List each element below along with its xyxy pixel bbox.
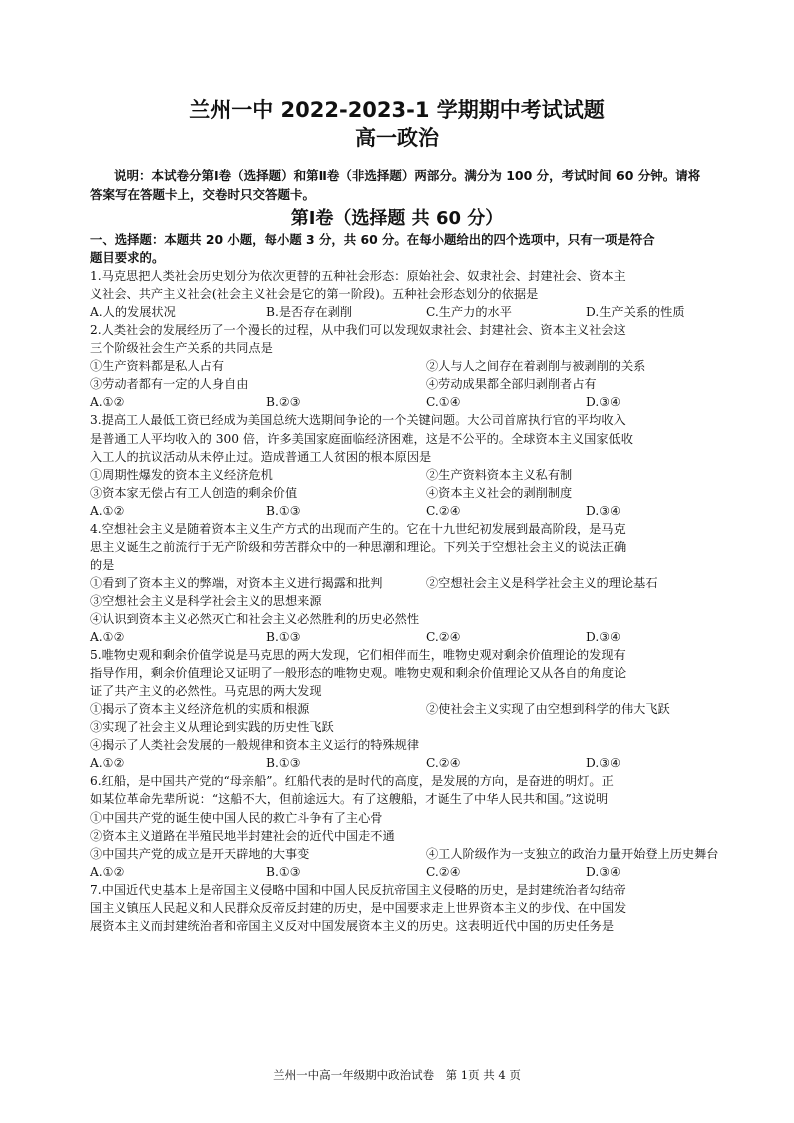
- statement-item: ①周期性爆发的资本主义经济危机: [90, 467, 273, 482]
- answer-option: A.①②: [90, 630, 125, 645]
- question-stem-line: 三个阶级社会生产关系的共同点是: [90, 341, 273, 356]
- answer-option: C.②④: [426, 630, 461, 645]
- statement-row: [90, 357, 708, 375]
- section-intro-line: 一、选择题：本题共 20 小题，每小题 3 分，共 60 分。在每小题给出的四个选项中，只有一项是符合: [90, 232, 655, 247]
- answer-option: C.②④: [426, 756, 461, 771]
- question-block: [90, 520, 708, 646]
- question-block: [90, 321, 708, 411]
- question-stem-line: 指导作用，剩余价值理论又证明了一般形态的唯物史观。唯物史观和剩余价值理论又从各自的角度论: [90, 666, 627, 681]
- statement-item: ③空想社会主义是科学社会主义的思想来源: [90, 593, 322, 608]
- options-row: [90, 754, 708, 772]
- question-stem-line: 5.唯物史观和剩余价值学说是马克思的两大发现，它们相伴而生，唯物史观对剩余价值理论的发现有: [90, 648, 626, 663]
- section-heading: 第Ⅰ卷（选择题 共 60 分）: [290, 208, 504, 229]
- statement-row: [90, 574, 708, 592]
- answer-option: B.①③: [266, 864, 301, 879]
- answer-option: C.①④: [426, 395, 461, 410]
- answer-option: A.①②: [90, 503, 125, 518]
- answer-option: D.生产关系的性质: [586, 305, 685, 320]
- statement-item: ②资本主义道路在半殖民地半封建社会的近代中国走不通: [90, 828, 395, 843]
- page-footer: 兰州一中高一年级期中政治试卷 第 1页 共 4 页: [273, 1068, 521, 1082]
- question-stem-line: 思主义诞生之前流行于无产阶级和劳苦群众中的一种思潮和理论。下列关于空想社会主义的说法正确: [90, 539, 627, 554]
- answer-option: A.①②: [90, 756, 125, 771]
- answer-option: B.①③: [266, 503, 301, 518]
- answer-option: D.③④: [586, 630, 622, 645]
- question-stem-line: 2.人类社会的发展经历了一个漫长的过程，从中我们可以发现奴隶社会、封建社会、资本主义社会这: [90, 323, 626, 338]
- answer-option: D.③④: [586, 503, 622, 518]
- question-stem-line: 是普通工人平均收入的 300 倍，许多美国家庭面临经济困难，这是不公平的。全球资本主义国家低收: [90, 431, 633, 446]
- statement-item: ②使社会主义实现了由空想到科学的伟大飞跃: [426, 702, 670, 717]
- statement-row: [90, 484, 708, 502]
- statement-row: [90, 375, 708, 393]
- statement-item: ③中国共产党的成立是开天辟地的大事变: [90, 846, 310, 861]
- statement-row: [90, 700, 708, 718]
- answer-option: D.③④: [586, 395, 622, 410]
- statement-item: ③实现了社会主义从理论到实践的历史性飞跃: [90, 720, 334, 735]
- statement-item: ④揭示了人类社会发展的一般规律和资本主义运行的特殊规律: [90, 738, 420, 753]
- answer-option: C.②④: [426, 864, 461, 879]
- question-stem-line: 义社会、共产主义社会(社会主义社会是它的第一阶段)。五种社会形态划分的依据是: [90, 287, 539, 302]
- question-block: [90, 772, 719, 880]
- statement-item: ②空想社会主义是科学社会主义的理论基石: [426, 575, 658, 590]
- question-block: [90, 411, 708, 519]
- options-row: [90, 393, 708, 411]
- question-block: [90, 267, 708, 321]
- question-stem-line: 6.红船，是中国共产党的“母亲船”。红船代表的是时代的高度，是发展的方向，是奋进的明灯。正: [90, 774, 614, 789]
- statement-item: ④认识到资本主义必然灭亡和社会主义必然胜利的历史必然性: [90, 611, 420, 626]
- question-stem-line: 4.空想社会主义是随着资本主义生产方式的出现而产生的。它在十九世纪初发展到最高阶段，是马克: [90, 521, 626, 536]
- statement-item: ④资本主义社会的剥削制度: [426, 485, 573, 500]
- answer-option: B.是否存在剥削: [266, 305, 352, 320]
- statement-item: ③劳动者都有一定的人身自由: [90, 377, 249, 392]
- answer-option: B.①③: [266, 756, 301, 771]
- statement-item: ①揭示了资本主义经济危机的实质和根源: [90, 702, 310, 717]
- statement-row: [90, 466, 708, 484]
- statement-row: [90, 845, 719, 863]
- question-stem-line: 3.提高工人最低工资已经成为美国总统大选期间争论的一个关键问题。大公司首席执行官的平均收入: [90, 413, 626, 428]
- answer-option: D.③④: [586, 756, 622, 771]
- statement-item: ②人与人之间存在着剥削与被剥削的关系: [426, 359, 646, 374]
- question-stem-line: 证了共产主义的必然性。马克思的两大发现: [90, 684, 322, 699]
- answer-option: A.①②: [90, 864, 125, 879]
- answer-option: C.②④: [426, 503, 461, 518]
- question-stem-line: 1.马克思把人类社会历史划分为依次更替的五种社会形态：原始社会、奴隶社会、封建社会、资本主: [90, 269, 626, 284]
- answer-option: A.①②: [90, 395, 125, 410]
- answer-option: B.①③: [266, 630, 301, 645]
- answer-option: C.生产力的水平: [426, 305, 512, 320]
- options-row: [90, 628, 708, 646]
- options-row: [90, 863, 708, 881]
- question-stem-line: 7.中国近代史基本上是帝国主义侵略中国和中国人民反抗帝国主义侵略的历史，是封建统治者勾结帝: [90, 882, 626, 897]
- options-row: [90, 303, 708, 321]
- statement-item: ①看到了资本主义的弊端，对资本主义进行揭露和批判: [90, 575, 383, 590]
- exam-title: 兰州一中 2022-2023-1 学期期中考试试题: [189, 98, 605, 122]
- question-block: [90, 881, 708, 935]
- statement-item: ④劳动成果都全部归剥削者占有: [426, 377, 597, 392]
- answer-option: A.人的发展状况: [90, 305, 176, 320]
- exam-subject: 高一政治: [355, 126, 439, 150]
- question-stem-line: 展资本主义而封建统治者和帝国主义反对中国发展资本主义的历史。这表明近代中国的历史任务是: [90, 918, 615, 933]
- statement-item: ①中国共产党的诞生使中国人民的救亡斗争有了主心骨: [90, 810, 383, 825]
- question-list: [90, 231, 719, 935]
- question-stem-line: 国主义镇压人民起义和人民群众反帝反封建的历史，是中国要求走上世界资本主义的步伐、在中国发: [90, 900, 627, 915]
- question-stem-line: 如某位革命先辈所说：“这船不大，但前途远大。有了这艘船，才诞生了中华人民共和国。”这说明: [90, 792, 609, 807]
- question-stem-line: 入工人的抗议活动从未停止过。造成普通工人贫困的根本原因是: [90, 449, 432, 464]
- question-block: [90, 646, 708, 772]
- question-stem-line: 的是: [90, 557, 115, 572]
- section-intro-line: 题目要求的。: [90, 250, 165, 266]
- statement-item: ①生产资料都是私人占有: [90, 359, 225, 374]
- options-row: [90, 502, 708, 520]
- answer-option: B.②③: [266, 395, 301, 410]
- statement-item: ②生产资料资本主义私有制: [426, 467, 573, 482]
- statement-item: ③资本家无偿占有工人创造的剩余价值: [90, 485, 298, 500]
- exam-instructions: 说明：本试卷分第Ⅰ卷（选择题）和第Ⅱ卷（非选择题）两部分。满分为 100 分，考试时间 60 分钟。请将答案写在答题卡上，交卷时只交答题卡。: [90, 168, 701, 202]
- statement-item: ④工人阶级作为一支独立的政治力量开始登上历史舞台: [426, 846, 719, 861]
- answer-option: D.③④: [586, 864, 622, 879]
